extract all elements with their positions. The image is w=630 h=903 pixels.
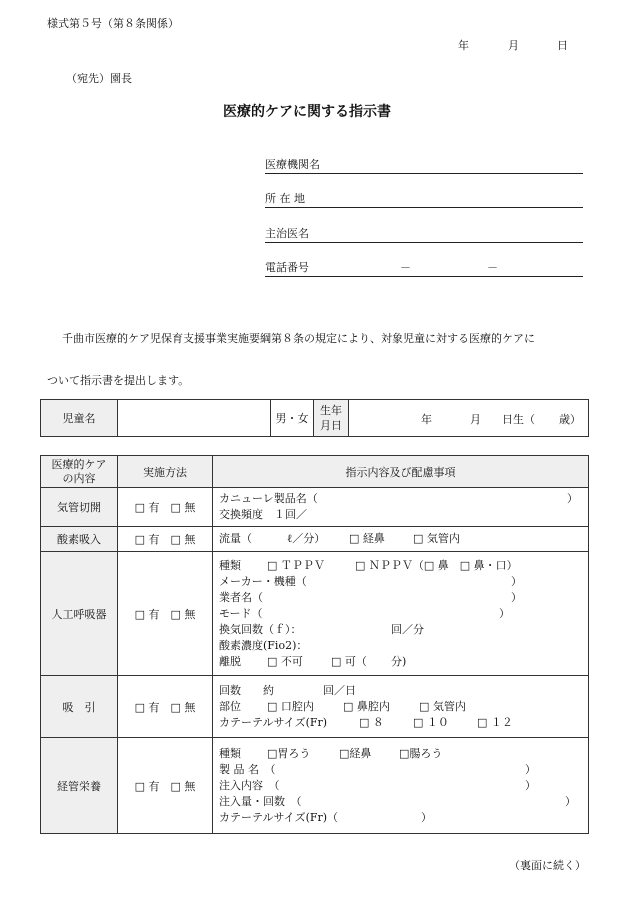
- count-label: 回数 約: [219, 683, 274, 697]
- birth-label-1: 生年: [320, 404, 342, 417]
- mode-label: モード（: [219, 606, 263, 620]
- care-name: 酸素吸入: [41, 527, 118, 552]
- yes-no-checkboxes[interactable]: □ 有 □ 無: [118, 527, 213, 552]
- header-care-2: の内容: [62, 471, 96, 485]
- nasal-tube-option[interactable]: □経鼻: [339, 746, 372, 760]
- site-label: 部位: [219, 699, 241, 713]
- yes-no-checkboxes[interactable]: □ 有 □ 無: [118, 676, 213, 738]
- care-name: 気管切開: [41, 488, 118, 527]
- birth-day-label: 日生（: [502, 413, 535, 426]
- paren-close: ）: [525, 762, 536, 776]
- yes-no-checkboxes[interactable]: □ 有 □ 無: [118, 738, 213, 834]
- paren-close: ）: [525, 778, 536, 792]
- size-12-option[interactable]: □ １２: [477, 715, 513, 729]
- date-year-label: 年: [458, 39, 469, 52]
- document-title: 医療的ケアに関する指示書: [223, 104, 391, 120]
- instructions-cell[interactable]: [213, 488, 589, 527]
- form-number: 様式第５号（第８条関係）: [47, 17, 179, 30]
- instructions-cell[interactable]: [213, 527, 589, 552]
- header-instructions: 指示内容及び配慮事項: [213, 456, 589, 488]
- fio2-label: 酸素濃度(Fio2)：: [219, 638, 308, 652]
- weaning-unit: 分): [391, 654, 407, 668]
- child-info-table: [40, 399, 589, 437]
- age-label: 歳）: [559, 413, 581, 426]
- date-month-label: 月: [508, 39, 519, 52]
- oxygen-option-tracheal[interactable]: □ 気管内: [413, 532, 460, 545]
- intro-line-2: ついて指示書を提出します。: [47, 374, 190, 387]
- content-label: 注入内容 （: [219, 778, 280, 792]
- birth-label-2: 月日: [320, 419, 342, 432]
- site-tracheal-option[interactable]: □ 気管内: [419, 699, 466, 713]
- date-day-label: 日: [557, 39, 568, 52]
- size-8-option[interactable]: □ ８: [359, 715, 384, 729]
- birth-month-label: 月: [470, 413, 481, 426]
- medical-care-table: [40, 455, 589, 834]
- weaning-no-option[interactable]: □ 不可: [267, 654, 303, 668]
- field-label: 電話番号: [265, 261, 309, 274]
- weaning-yes-option[interactable]: □ 可（: [331, 654, 367, 668]
- product-label: 製 品 名 （: [219, 762, 276, 776]
- child-name-label: 児童名: [41, 400, 118, 437]
- paren-close: ）: [421, 810, 432, 824]
- care-name: 経管栄養: [41, 738, 118, 834]
- header-care-1: 医療的ケア: [51, 457, 107, 471]
- phone-separator: －: [400, 261, 411, 274]
- type-label: 種類: [219, 558, 241, 572]
- yes-no-checkboxes[interactable]: □ 有 □ 無: [118, 488, 213, 527]
- type-label: 種類: [219, 746, 241, 760]
- care-name: 人工呼吸器: [41, 552, 118, 676]
- care-row-tube-feeding: [41, 738, 589, 834]
- paren-close: ）: [565, 794, 576, 808]
- rate-label: 換気回数（ｆ）：: [219, 622, 302, 636]
- instructions-cell[interactable]: [213, 676, 589, 738]
- site-nasal-option[interactable]: □ 鼻腔内: [343, 699, 390, 713]
- weaning-label: 離脱: [219, 654, 241, 668]
- medical-institution-field[interactable]: [265, 156, 583, 174]
- care-row-ventilator: [41, 552, 589, 676]
- header-method: 実施方法: [118, 456, 213, 488]
- gastrostomy-option[interactable]: □胃ろう: [267, 746, 311, 760]
- birthdate-label: [314, 400, 349, 437]
- care-row-oxygen: [41, 527, 589, 552]
- vendor-label: 業者名（: [219, 590, 263, 604]
- catheter-size-label: カテーテルサイズ(Fr)（: [219, 810, 339, 824]
- maker-label: メーカー・機種（: [219, 574, 307, 588]
- ventilator-tppv-option[interactable]: □ ＴＰＰＶ: [267, 558, 325, 572]
- instructions-cell[interactable]: [213, 552, 589, 676]
- amount-label: 注入量・回数 （: [219, 794, 302, 808]
- intro-line-1: 千曲市医療的ケア児保育支援事業実施要綱第８条の規定により、対象児童に対する医療的ケアに: [62, 332, 535, 345]
- header-care-content: [41, 456, 118, 488]
- addressee: （宛先）園長: [66, 72, 132, 85]
- rate-unit: 回／分: [391, 622, 424, 636]
- size-10-option[interactable]: □ １０: [413, 715, 449, 729]
- ventilator-nppv-option[interactable]: □ ＮＰＰＶ（□ 鼻 □ 鼻・口）: [355, 558, 518, 572]
- oxygen-option-nasal[interactable]: □ 経鼻: [349, 532, 385, 545]
- enterostomy-option[interactable]: □腸ろう: [399, 746, 443, 760]
- flow-unit: ℓ／分）: [287, 532, 326, 545]
- paren-close: ）: [499, 606, 510, 620]
- instructions-cell[interactable]: [213, 738, 589, 834]
- child-name-input[interactable]: [118, 400, 271, 437]
- paren-close: ）: [511, 574, 522, 588]
- continued-note: （裏面に続く）: [509, 859, 586, 872]
- address-field[interactable]: [265, 190, 583, 208]
- yes-no-checkboxes[interactable]: □ 有 □ 無: [118, 552, 213, 676]
- catheter-size-label: カテーテルサイズ(Fr): [219, 715, 328, 729]
- sex-choice[interactable]: 男・女: [271, 400, 314, 437]
- phone-separator: －: [487, 261, 498, 274]
- site-oral-option[interactable]: □ 口腔内: [267, 699, 314, 713]
- birthdate-input[interactable]: [349, 400, 589, 437]
- phone-field[interactable]: [265, 259, 583, 277]
- flow-label: 流量（: [219, 532, 252, 545]
- paren-close: ）: [511, 590, 522, 604]
- birth-year-label: 年: [421, 413, 432, 426]
- paren-close: ）: [567, 492, 578, 505]
- care-row-tracheostomy: [41, 488, 589, 527]
- cannula-product-label: カニューレ製品名（: [219, 492, 318, 505]
- physician-field[interactable]: [265, 225, 583, 243]
- care-name: 吸 引: [41, 676, 118, 738]
- field-label: 主治医名: [265, 227, 309, 240]
- exchange-frequency-label: 交換頻度 １回／: [219, 508, 307, 521]
- field-label: 医療機関名: [265, 158, 320, 171]
- field-label: 所 在 地: [265, 192, 305, 205]
- care-row-suction: [41, 676, 589, 738]
- count-unit: 回／日: [323, 683, 356, 697]
